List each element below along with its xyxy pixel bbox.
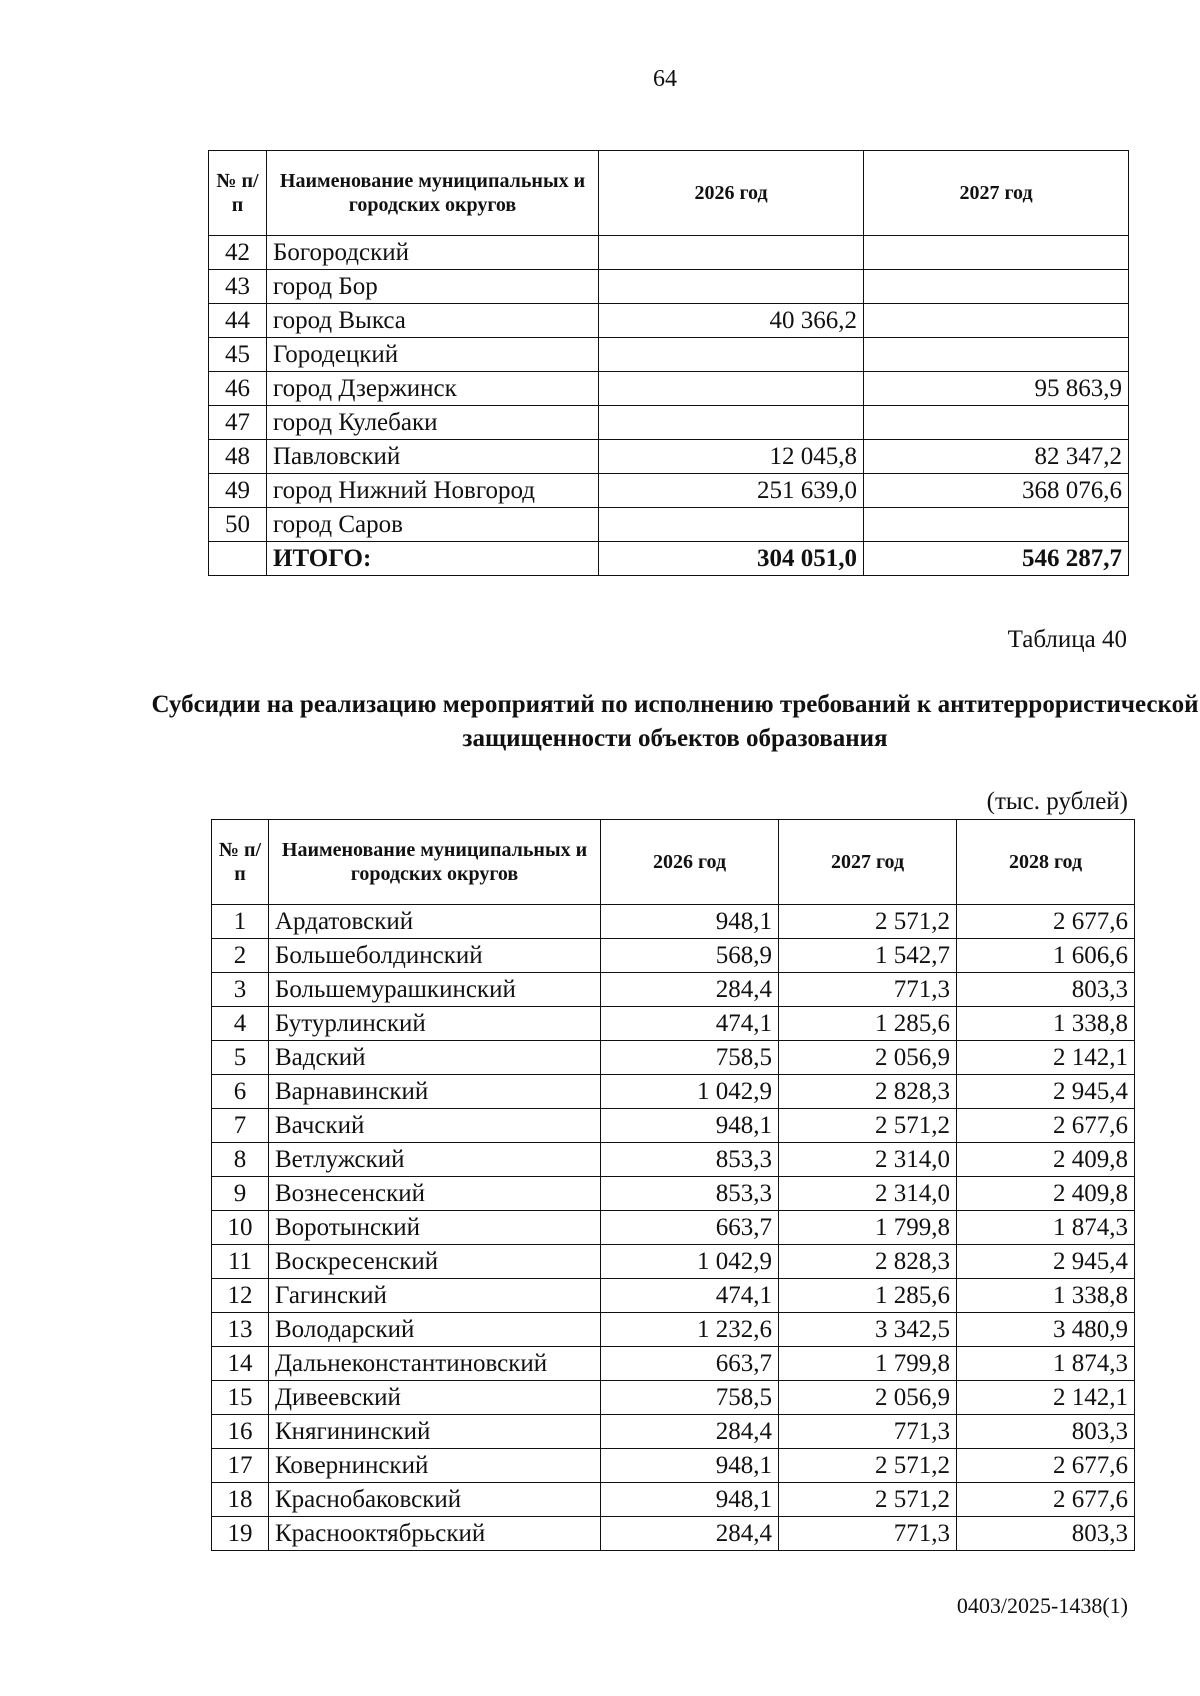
cell-municipality: Дивеевский: [269, 1381, 601, 1415]
cell-value-2027: 2 828,3: [779, 1245, 957, 1279]
subsidy-table: [211, 819, 1135, 1551]
table-row: [209, 508, 1129, 542]
cell-row-number: 9: [212, 1177, 269, 1211]
cell-row-number: 11: [212, 1245, 269, 1279]
cell-value-2028: 1 338,8: [957, 1279, 1135, 1313]
cell-value-2026: [599, 372, 864, 406]
cell-row-number: 1: [212, 905, 269, 939]
cell-value-2028: 2 409,8: [957, 1143, 1135, 1177]
cell-value-2027: 1 285,6: [779, 1007, 957, 1041]
cell-value-2027: [864, 508, 1129, 542]
cell-row-number: 6: [212, 1075, 269, 1109]
table-row: [209, 372, 1129, 406]
cell-value-2028: 2 409,8: [957, 1177, 1135, 1211]
cell-value-2028: 1 606,6: [957, 939, 1135, 973]
document-code: 0403/2025-1438(1): [956, 1593, 1128, 1618]
cell-value-2027: 2 314,0: [779, 1143, 957, 1177]
table-row: [212, 1177, 1135, 1211]
cell-value-2028: 2 142,1: [957, 1041, 1135, 1075]
cell-value-2028: 2 677,6: [957, 1449, 1135, 1483]
cell-total-2027: 546 287,7: [864, 542, 1129, 576]
cell-municipality: Ветлужский: [269, 1143, 601, 1177]
cell-row-number: 15: [212, 1381, 269, 1415]
allocation-table-continued: [208, 150, 1129, 576]
cell-value-2027: 2 314,0: [779, 1177, 957, 1211]
cell-row-number: 16: [212, 1415, 269, 1449]
cell-row-number: 49: [209, 474, 267, 508]
cell-municipality: Воротынский: [269, 1211, 601, 1245]
cell-value-2028: 3 480,9: [957, 1313, 1135, 1347]
table-row: [209, 304, 1129, 338]
cell-value-2026: 568,9: [601, 939, 779, 973]
cell-value-2026: 948,1: [601, 905, 779, 939]
cell-value-2026: 40 366,2: [599, 304, 864, 338]
cell-value-2028: 2 142,1: [957, 1381, 1135, 1415]
header-row-number: № п/п: [209, 151, 267, 236]
table-row: [209, 236, 1129, 270]
cell-row-number: 4: [212, 1007, 269, 1041]
cell-row-number: 45: [209, 338, 267, 372]
cell-value-2026: 251 639,0: [599, 474, 864, 508]
table-row: [212, 1483, 1135, 1517]
cell-municipality: Городецкий: [267, 338, 599, 372]
cell-value-2027: [864, 406, 1129, 440]
cell-municipality: город Выкса: [267, 304, 599, 338]
cell-value-2026: 948,1: [601, 1109, 779, 1143]
cell-municipality: Варнавинский: [269, 1075, 601, 1109]
table-row: [209, 440, 1129, 474]
table-row: [212, 1415, 1135, 1449]
table-header-row: [212, 820, 1135, 905]
cell-row-number: 3: [212, 973, 269, 1007]
cell-municipality: Краснооктябрьский: [269, 1517, 601, 1551]
cell-value-2027: 2 571,2: [779, 1449, 957, 1483]
cell-value-2026: 948,1: [601, 1449, 779, 1483]
cell-value-2027: 2 056,9: [779, 1381, 957, 1415]
cell-value-2027: 368 076,6: [864, 474, 1129, 508]
cell-value-2027: 82 347,2: [864, 440, 1129, 474]
cell-row-number: 12: [212, 1279, 269, 1313]
cell-value-2027: 2 828,3: [779, 1075, 957, 1109]
cell-row-number: 50: [209, 508, 267, 542]
cell-value-2027: 95 863,9: [864, 372, 1129, 406]
table-row: [209, 270, 1129, 304]
table-row: [209, 406, 1129, 440]
cell-row-number: 42: [209, 236, 267, 270]
cell-value-2026: 758,5: [601, 1381, 779, 1415]
cell-municipality: город Саров: [267, 508, 599, 542]
cell-municipality: Княгининский: [269, 1415, 601, 1449]
cell-value-2026: 758,5: [601, 1041, 779, 1075]
cell-value-2028: 803,3: [957, 1517, 1135, 1551]
table-row: [212, 1075, 1135, 1109]
cell-total-empty: [209, 542, 267, 576]
cell-row-number: 17: [212, 1449, 269, 1483]
cell-municipality: Володарский: [269, 1313, 601, 1347]
table-row: [212, 1245, 1135, 1279]
cell-value-2027: 771,3: [779, 1415, 957, 1449]
cell-row-number: 43: [209, 270, 267, 304]
cell-value-2028: 2 945,4: [957, 1075, 1135, 1109]
page-number: 64: [653, 66, 677, 92]
cell-value-2026: 1 042,9: [601, 1075, 779, 1109]
cell-value-2028: 2 677,6: [957, 905, 1135, 939]
table-row: [212, 1381, 1135, 1415]
cell-value-2026: [599, 270, 864, 304]
header-year-2026: 2026 год: [599, 151, 864, 236]
cell-row-number: 47: [209, 406, 267, 440]
cell-municipality: Гагинский: [269, 1279, 601, 1313]
cell-value-2026: 853,3: [601, 1177, 779, 1211]
table-row: [212, 905, 1135, 939]
cell-municipality: город Нижний Новгород: [267, 474, 599, 508]
cell-value-2027: 2 571,2: [779, 1483, 957, 1517]
table-row: [212, 939, 1135, 973]
table-row: [212, 973, 1135, 1007]
cell-municipality: Бутурлинский: [269, 1007, 601, 1041]
cell-value-2026: [599, 406, 864, 440]
cell-value-2026: 1 232,6: [601, 1313, 779, 1347]
table-row: [209, 474, 1129, 508]
cell-municipality: Ковернинский: [269, 1449, 601, 1483]
cell-value-2026: 1 042,9: [601, 1245, 779, 1279]
cell-value-2028: 2 945,4: [957, 1245, 1135, 1279]
cell-row-number: 18: [212, 1483, 269, 1517]
cell-value-2026: 663,7: [601, 1347, 779, 1381]
cell-value-2026: [599, 508, 864, 542]
table-row: [212, 1313, 1135, 1347]
cell-row-number: 2: [212, 939, 269, 973]
cell-value-2027: [864, 304, 1129, 338]
cell-value-2026: 663,7: [601, 1211, 779, 1245]
cell-value-2028: 2 677,6: [957, 1483, 1135, 1517]
header-municipality-name: Наименование муниципальных и городских округов: [267, 151, 599, 236]
cell-value-2026: 284,4: [601, 1517, 779, 1551]
header-municipality-name: Наименование муниципальных и городских округов: [269, 820, 601, 905]
cell-total-label: ИТОГО:: [267, 542, 599, 576]
cell-value-2027: 3 342,5: [779, 1313, 957, 1347]
cell-value-2028: 1 338,8: [957, 1007, 1135, 1041]
cell-value-2027: [864, 270, 1129, 304]
cell-row-number: 14: [212, 1347, 269, 1381]
units-label: (тыс. рублей): [986, 788, 1128, 815]
header-year-2028: 2028 год: [957, 820, 1135, 905]
cell-value-2028: 1 874,3: [957, 1347, 1135, 1381]
cell-value-2028: 1 874,3: [957, 1211, 1135, 1245]
table-row: [212, 1007, 1135, 1041]
cell-value-2027: 771,3: [779, 973, 957, 1007]
cell-municipality: Большеболдинский: [269, 939, 601, 973]
cell-row-number: 46: [209, 372, 267, 406]
cell-value-2026: 474,1: [601, 1279, 779, 1313]
cell-value-2026: [599, 338, 864, 372]
table-header-row: [209, 151, 1129, 236]
cell-municipality: город Дзержинск: [267, 372, 599, 406]
cell-row-number: 10: [212, 1211, 269, 1245]
table-row: [212, 1347, 1135, 1381]
cell-value-2026: 853,3: [601, 1143, 779, 1177]
cell-municipality: Богородский: [267, 236, 599, 270]
total-row: [209, 542, 1129, 576]
table-row: [212, 1211, 1135, 1245]
cell-municipality: Вознесенский: [269, 1177, 601, 1211]
cell-value-2027: [864, 236, 1129, 270]
cell-municipality: Воскресенский: [269, 1245, 601, 1279]
cell-row-number: 13: [212, 1313, 269, 1347]
cell-row-number: 7: [212, 1109, 269, 1143]
table-row: [212, 1449, 1135, 1483]
table-row: [212, 1109, 1135, 1143]
cell-municipality: Павловский: [267, 440, 599, 474]
cell-value-2027: 2 571,2: [779, 905, 957, 939]
cell-value-2027: 2 056,9: [779, 1041, 957, 1075]
cell-value-2026: [599, 236, 864, 270]
cell-total-2026: 304 051,0: [599, 542, 864, 576]
table-row: [212, 1041, 1135, 1075]
cell-value-2027: 1 542,7: [779, 939, 957, 973]
table-row: [209, 338, 1129, 372]
cell-municipality: Ардатовский: [269, 905, 601, 939]
table-title: Субсидии на реализацию мероприятий по исполнению требований к антитеррористической защищенности объектов образования: [151, 691, 1199, 752]
header-year-2027: 2027 год: [779, 820, 957, 905]
table-row: [212, 1279, 1135, 1313]
cell-municipality: город Кулебаки: [267, 406, 599, 440]
header-year-2027: 2027 год: [864, 151, 1129, 236]
cell-municipality: Вачский: [269, 1109, 601, 1143]
cell-value-2026: 474,1: [601, 1007, 779, 1041]
cell-row-number: 5: [212, 1041, 269, 1075]
cell-row-number: 44: [209, 304, 267, 338]
cell-value-2026: 948,1: [601, 1483, 779, 1517]
cell-municipality: Вадский: [269, 1041, 601, 1075]
cell-value-2028: 803,3: [957, 973, 1135, 1007]
header-year-2026: 2026 год: [601, 820, 779, 905]
cell-municipality: город Бор: [267, 270, 599, 304]
cell-value-2026: 12 045,8: [599, 440, 864, 474]
cell-municipality: Краснобаковский: [269, 1483, 601, 1517]
cell-value-2027: [864, 338, 1129, 372]
cell-municipality: Большемурашкинский: [269, 973, 601, 1007]
cell-value-2027: 1 799,8: [779, 1347, 957, 1381]
cell-value-2027: 2 571,2: [779, 1109, 957, 1143]
cell-row-number: 19: [212, 1517, 269, 1551]
cell-value-2028: 803,3: [957, 1415, 1135, 1449]
cell-value-2027: 771,3: [779, 1517, 957, 1551]
header-row-number: № п/п: [212, 820, 269, 905]
cell-value-2027: 1 799,8: [779, 1211, 957, 1245]
cell-value-2026: 284,4: [601, 1415, 779, 1449]
table-number: Таблица 40: [1007, 626, 1127, 653]
cell-value-2028: 2 677,6: [957, 1109, 1135, 1143]
cell-value-2027: 1 285,6: [779, 1279, 957, 1313]
table-row: [212, 1143, 1135, 1177]
cell-value-2026: 284,4: [601, 973, 779, 1007]
cell-row-number: 8: [212, 1143, 269, 1177]
cell-municipality: Дальнеконстантиновский: [269, 1347, 601, 1381]
table-row: [212, 1517, 1135, 1551]
cell-row-number: 48: [209, 440, 267, 474]
